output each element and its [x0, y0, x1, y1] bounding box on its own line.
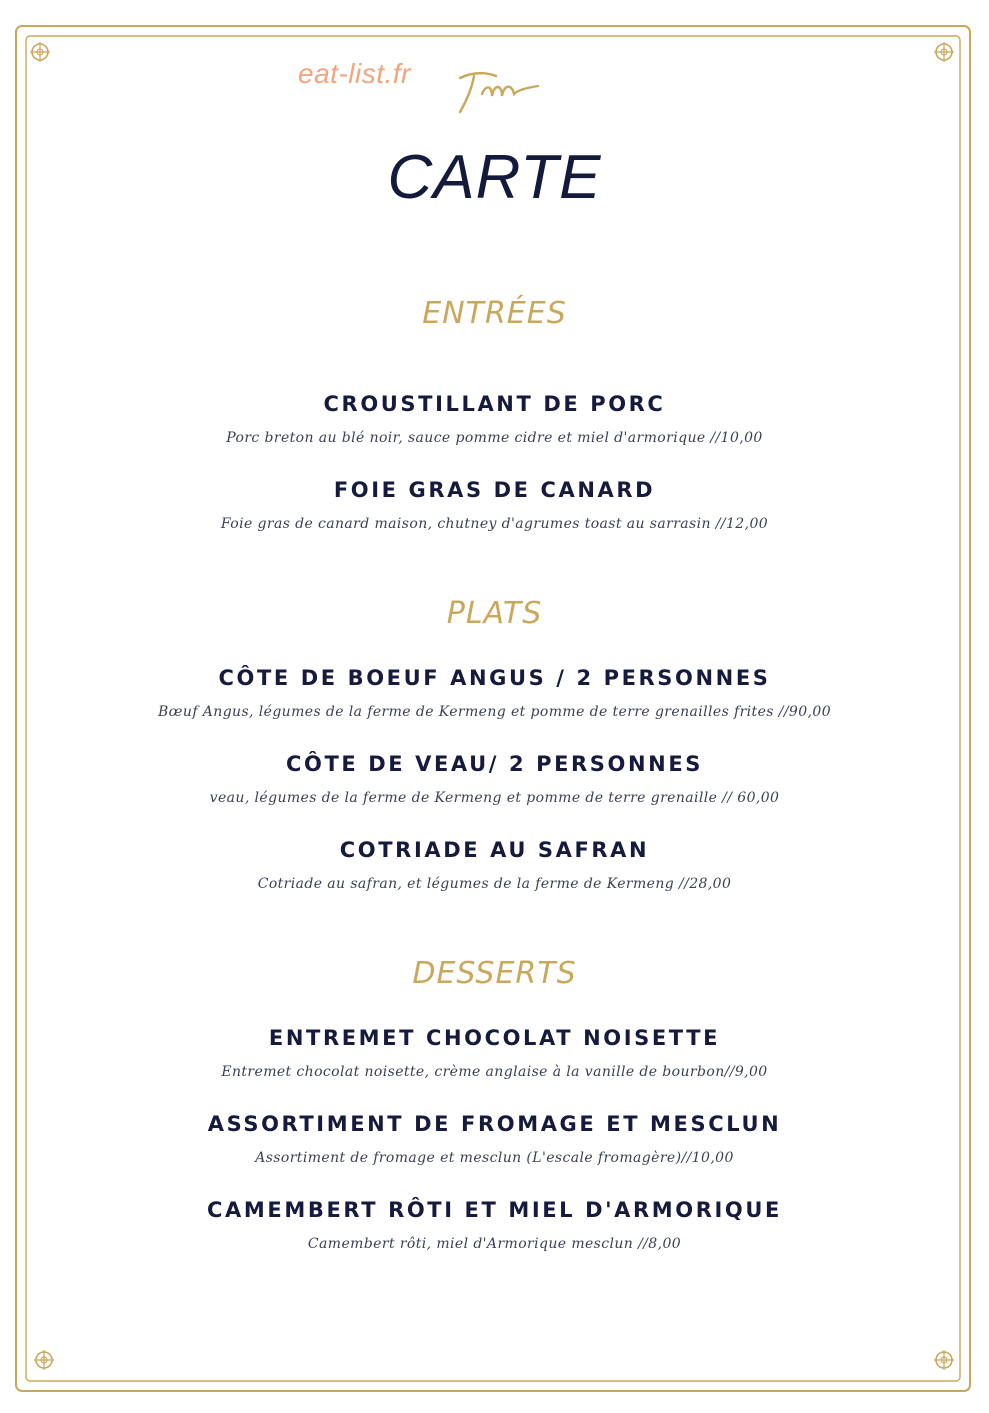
menu-item-description: Porc breton au blé noir, sauce pomme cidre et miel d'armorique //10,00	[226, 430, 763, 446]
menu-item-name: CÔTE DE BOEUF ANGUS / 2 PERSONNES	[218, 666, 771, 690]
menu-item-description: veau, légumes de la ferme de Kermeng et pomme de terre grenaille // 60,00	[209, 790, 780, 806]
watermark: eat-list.fr	[298, 58, 411, 89]
corner-ornament-icon	[934, 1350, 954, 1370]
menu-item-description: Camembert rôti, miel d'Armorique mesclun //8,00	[307, 1236, 682, 1252]
menu-item-name: CÔTE DE VEAU/ 2 PERSONNES	[286, 752, 703, 776]
menu-item-description: Bœuf Angus, légumes de la ferme de Kermeng et pomme de terre grenailles frites //90,00	[157, 704, 832, 720]
menu-item-description: Entremet chocolat noisette, crème anglaise à la vanille de bourbon//9,00	[221, 1064, 768, 1080]
menu-item-name: CROUSTILLANT DE PORC	[323, 392, 666, 416]
menu-item-description: Cotriade au safran, et légumes de la ferme de Kermeng //28,00	[257, 876, 732, 892]
section-title-desserts: DESSERTS	[412, 956, 577, 991]
corner-ornament-icon	[34, 1350, 54, 1370]
menu-item-name: ENTREMET CHOCOLAT NOISETTE	[268, 1026, 721, 1050]
section-title-plats: PLATS	[446, 596, 543, 631]
corner-ornament-icon	[934, 42, 954, 62]
menu-item-name: FOIE GRAS DE CANARD	[333, 478, 656, 502]
menu-item-description: Foie gras de canard maison, chutney d'agrumes toast au sarrasin //12,00	[220, 516, 769, 532]
menu-item-description: Assortiment de fromage et mesclun (L'escale fromagère)//10,00	[255, 1150, 734, 1166]
section-title-entrees: ENTRÉES	[422, 296, 567, 331]
menu-item-name: COTRIADE AU SAFRAN	[339, 838, 650, 862]
menu-item-name: CAMEMBERT RÔTI ET MIEL D'ARMORIQUE	[207, 1198, 782, 1222]
corner-ornament-icon	[30, 42, 50, 62]
page-title: CARTE	[387, 143, 602, 212]
monogram-logo-icon	[452, 64, 542, 120]
menu-item-name: ASSORTIMENT DE FROMAGE ET MESCLUN	[207, 1112, 782, 1136]
